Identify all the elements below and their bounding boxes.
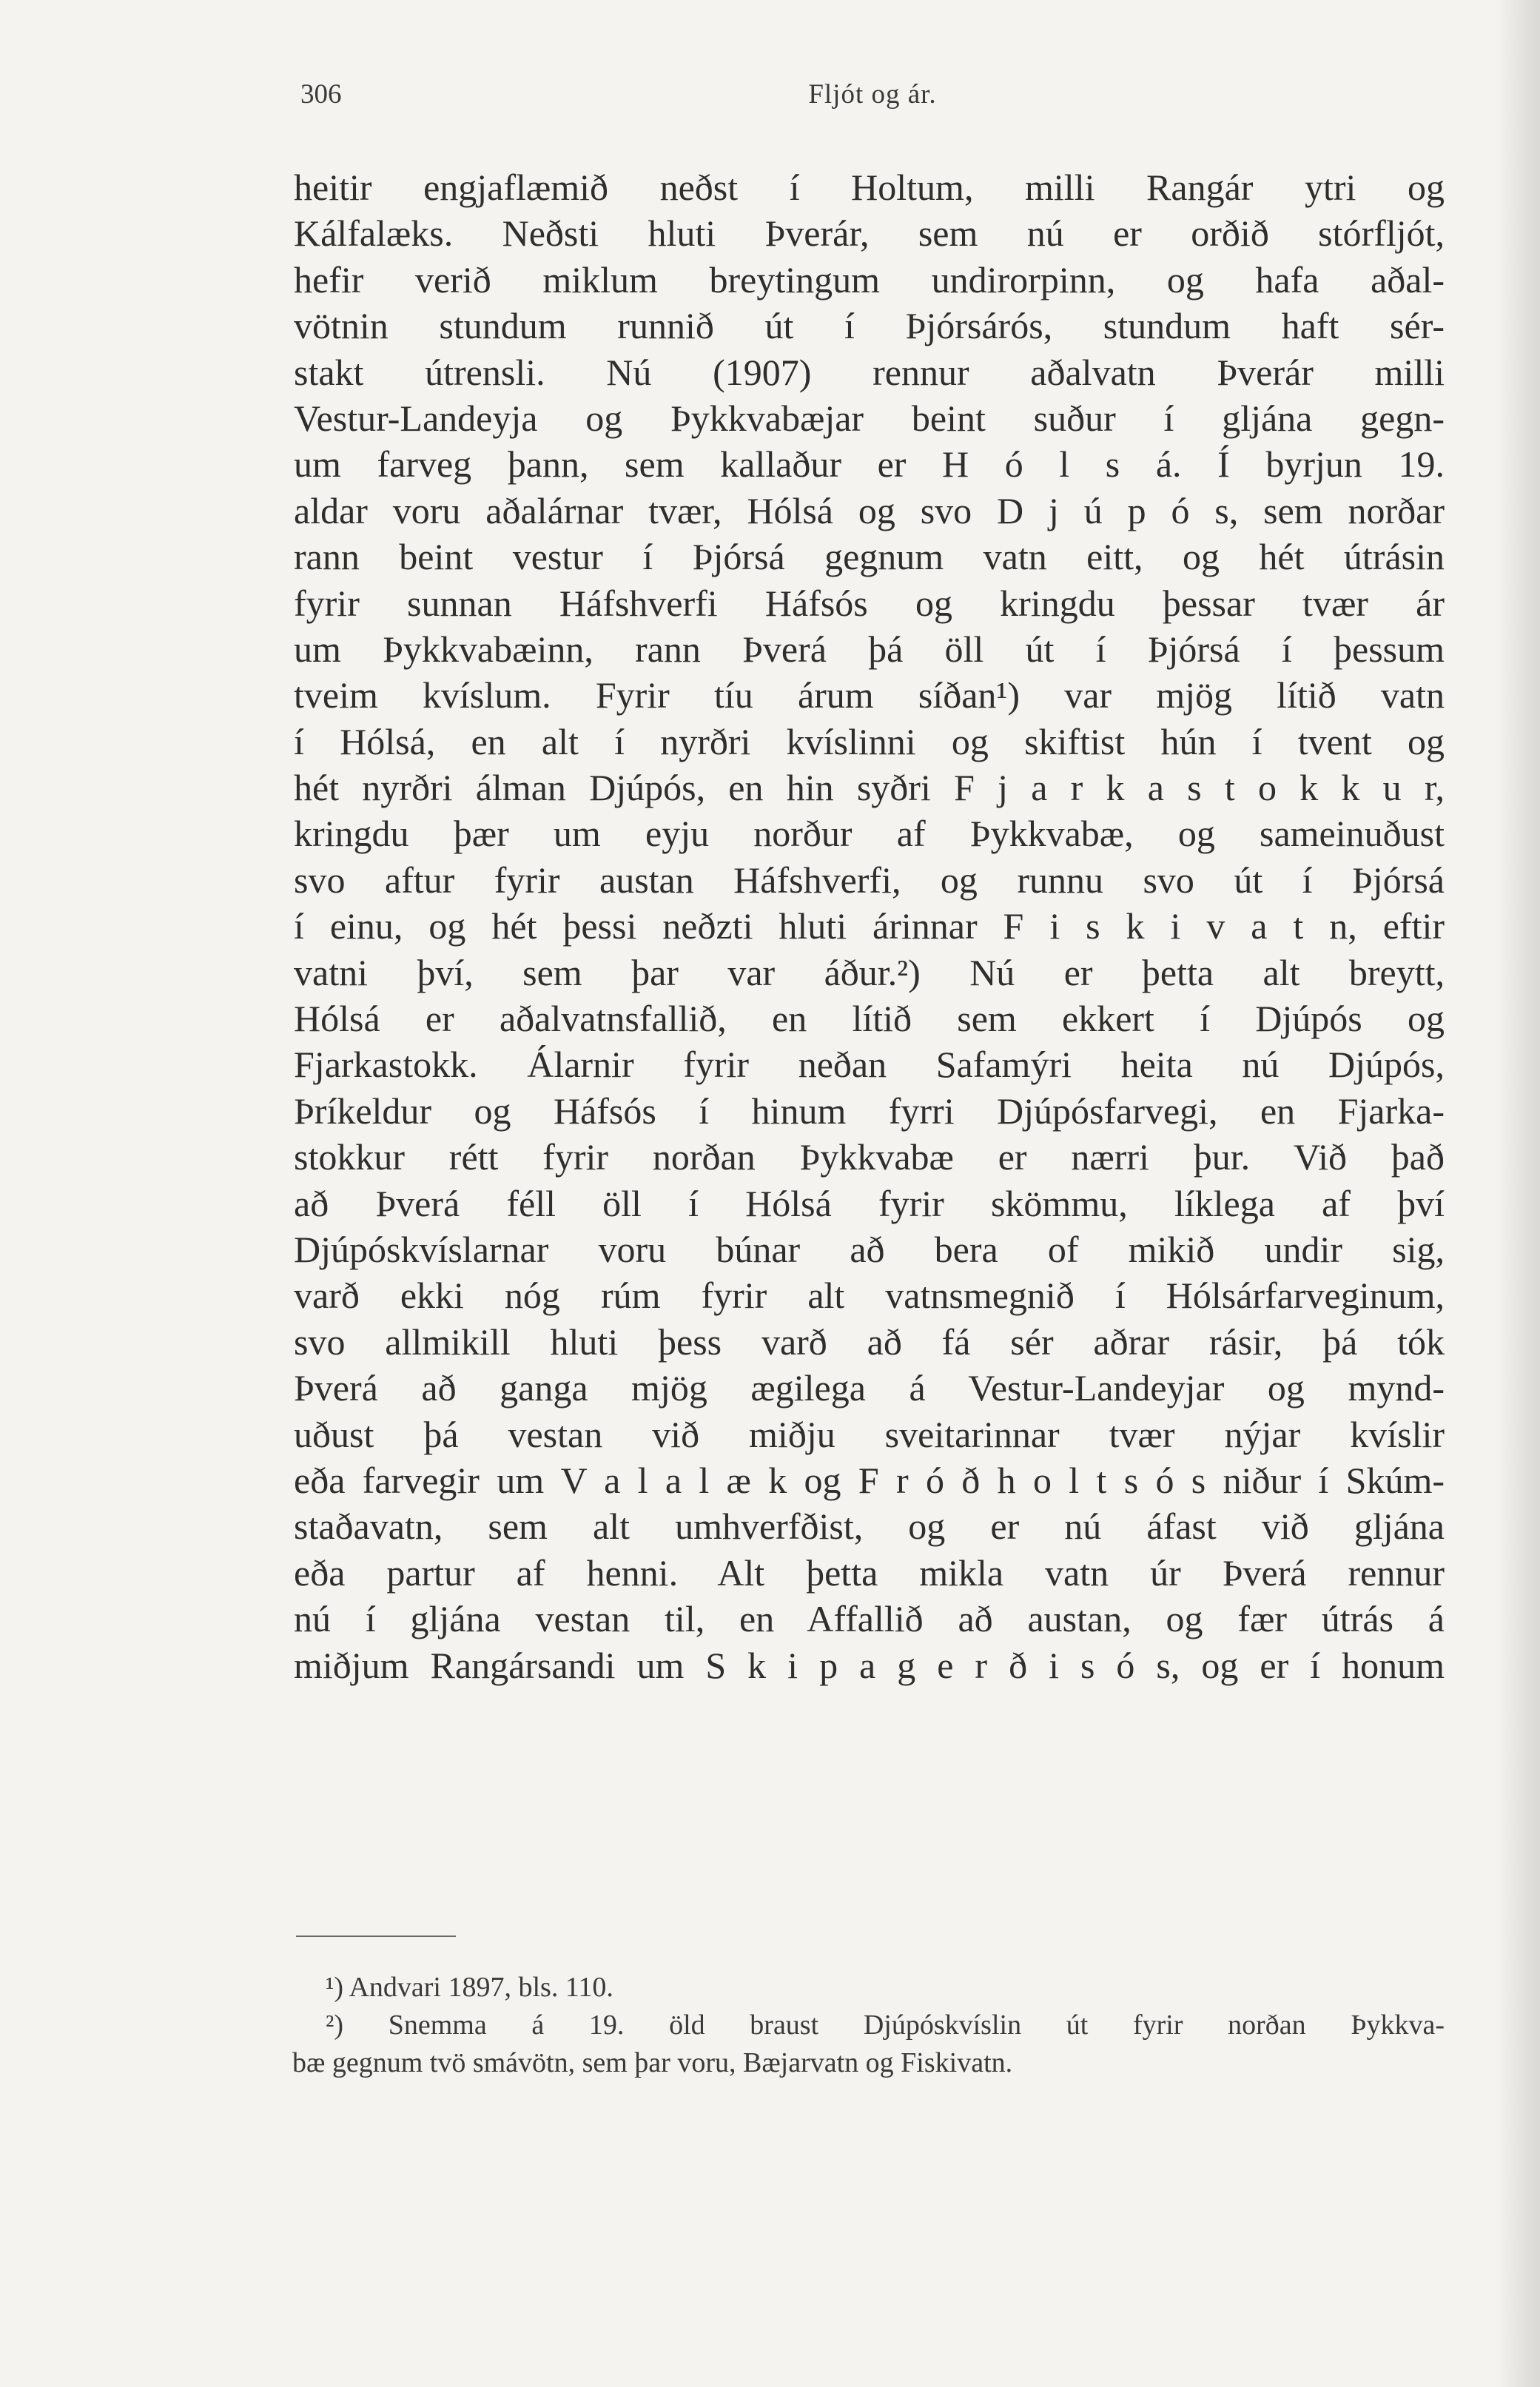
running-title: Fljót og ár. [808,79,937,110]
text-line: varð ekki nóg rúm fyrir alt vatnsmegnið í Hólsárfarveginum, [294,1275,1445,1317]
page-edge-shadow [1496,0,1540,2387]
text-line: tveim kvíslum. Fyrir tíu árum síðan¹) var mjög lítið vatn [294,674,1445,716]
page-header [300,78,1445,123]
body-text [294,164,1445,1688]
text-line: kringdu þær um eyju norður af Þykkvabæ, og sameinuðust [294,813,1445,855]
text-line: Þverá að ganga mjög ægilega á Vestur-Landeyjar og mynd- [294,1367,1445,1409]
page-number: 306 [300,79,342,110]
text-line: staðavatn, sem alt umhverfðist, og er nú áfast við gljána [294,1505,1445,1548]
text-line: uðust þá vestan við miðju sveitarinnar tvær nýjar kvíslir [294,1413,1445,1455]
text-line: Fjarkastokk. Álarnir fyrir neðan Safamýri heita nú Djúpós, [294,1044,1445,1086]
text-line: um Þykkvabæinn, rann Þverá þá öll út í Þjórsá í þessum [294,628,1445,670]
footnote-divider [296,1936,456,1937]
text-line: í einu, og hét þessi neðzti hluti árinnar F i s k i v a t n, eftir [294,905,1445,947]
text-line: nú í gljána vestan til, en Affallið að austan, og fær útrás á [294,1598,1445,1640]
text-line: Djúpóskvíslarnar voru búnar að bera of mikið undir sig, [294,1228,1445,1270]
text-line: svo allmikill hluti þess varð að fá sér aðrar rásir, þá tók [294,1320,1445,1363]
footnote-2-continuation: bæ gegnum tvö smávötn, sem þar voru, Bæjarvatn og Fiskivatn. [292,2047,1013,2078]
footnote-2: ²) Snemma á 19. öld braust Djúpóskvíslin út fyrir norðan Þykkva- [326,2010,1445,2041]
text-line: stokkur rétt fyrir norðan Þykkvabæ er nærri þur. Við það [294,1136,1445,1178]
text-line: í Hólsá, en alt í nyrðri kvíslinni og skiftist hún í tvent og [294,720,1445,762]
text-line: stakt útrensli. Nú (1907) rennur aðalvatn Þverár milli [294,351,1445,393]
text-line: Hólsá er aðalvatnsfallið, en lítið sem ekkert í Djúpós og [294,998,1445,1040]
text-line: Kálfalæks. Neðsti hluti Þverár, sem nú er orðið stórfljót, [294,212,1445,255]
text-line: Þríkeldur og Háfsós í hinum fyrri Djúpósfarvegi, en Fjarka- [294,1090,1445,1132]
text-line: hefir verið miklum breytingum undirorpinn, og hafa aðal- [294,258,1445,301]
text-line: vatni því, sem þar var áður.²) Nú er þetta alt breytt, [294,951,1445,993]
text-line: eða farvegir um V a l a l æ k og F r ó ð h o l t s ó s niður í Skúm- [294,1459,1445,1501]
text-line: að Þverá féll öll í Hólsá fyrir skömmu, líklega af því [294,1182,1445,1224]
text-line: svo aftur fyrir austan Háfshverfi, og runnu svo út í Þjórsá [294,859,1445,901]
footnotes [292,1969,1445,2082]
text-line: vötnin stundum runnið út í Þjórsárós, stundum haft sér- [294,305,1445,347]
text-line: miðjum Rangársandi um S k i p a g e r ð i s ó s, og er í honum [294,1644,1445,1686]
text-line: eða partur af henni. Alt þetta mikla vatn úr Þverá rennur [294,1551,1445,1594]
text-line: fyrir sunnan Háfshverfi Háfsós og kringdu þessar tvær ár [294,582,1445,624]
footnote-1: ¹) Andvari 1897, bls. 110. [326,1972,613,2003]
text-line: rann beint vestur í Þjórsá gegnum vatn eitt, og hét útrásin [294,536,1445,578]
text-line: hét nyrðri álman Djúpós, en hin syðri F j a r k a s t o k k u r, [294,767,1445,809]
text-line: aldar voru aðalárnar tvær, Hólsá og svo D j ú p ó s, sem norðar [294,489,1445,531]
text-line: Vestur-Landeyja og Þykkvabæjar beint suður í gljána gegn- [294,397,1445,439]
text-line: um farveg þann, sem kallaður er H ó l s á. Í byrjun 19. [294,443,1445,486]
text-line: heitir engjaflæmið neðst í Holtum, milli Rangár ytri og [294,167,1445,208]
